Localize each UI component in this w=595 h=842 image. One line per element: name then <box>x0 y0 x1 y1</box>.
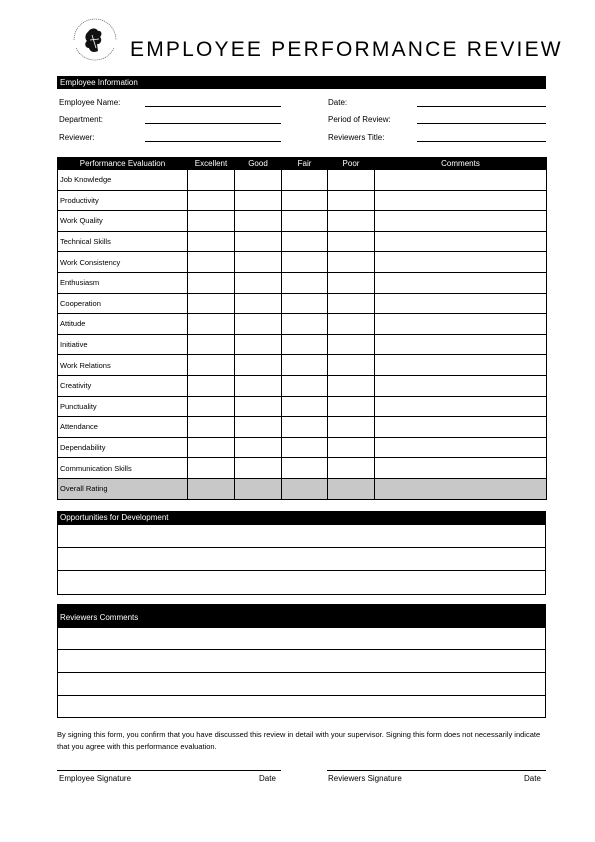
rating-cell-excellent[interactable] <box>188 478 235 499</box>
reviewer-field[interactable] <box>145 141 281 142</box>
criterion-label: Technical Skills <box>58 231 188 252</box>
criterion-label: Cooperation <box>58 293 188 314</box>
rating-cell-fair[interactable] <box>282 458 328 479</box>
rating-cell-poor[interactable] <box>328 478 375 499</box>
rating-cell-comments[interactable] <box>375 293 547 314</box>
column-header: Good <box>235 158 282 170</box>
table-row <box>58 458 547 479</box>
rating-cell-comments[interactable] <box>375 314 547 335</box>
rating-cell-comments[interactable] <box>375 458 547 479</box>
rating-cell-excellent[interactable] <box>188 231 235 252</box>
table-row <box>58 211 547 232</box>
employee-name-field[interactable] <box>145 106 281 107</box>
criterion-label: Job Knowledge <box>58 170 188 191</box>
criterion-label: Dependability <box>58 437 188 458</box>
date-field[interactable] <box>417 106 546 107</box>
reviewers-title-field[interactable] <box>417 141 546 142</box>
period-of-review-label: Period of Review: <box>328 115 391 124</box>
rating-cell-good[interactable] <box>235 170 282 191</box>
rating-cell-poor[interactable] <box>328 355 375 376</box>
rating-cell-good[interactable] <box>235 252 282 273</box>
table-row <box>58 190 547 211</box>
rating-cell-fair[interactable] <box>282 437 328 458</box>
rating-cell-good[interactable] <box>235 190 282 211</box>
rating-cell-fair[interactable] <box>282 211 328 232</box>
rating-cell-excellent[interactable] <box>188 417 235 438</box>
rating-cell-comments[interactable] <box>375 252 547 273</box>
rating-cell-fair[interactable] <box>282 478 328 499</box>
rating-cell-good[interactable] <box>235 355 282 376</box>
rating-cell-good[interactable] <box>235 478 282 499</box>
rating-cell-poor[interactable] <box>328 170 375 191</box>
rating-cell-excellent[interactable] <box>188 314 235 335</box>
column-header: Poor <box>328 158 375 170</box>
rating-cell-comments[interactable] <box>375 211 547 232</box>
employee-date-label: Date <box>259 774 276 783</box>
rating-cell-excellent[interactable] <box>188 355 235 376</box>
rating-cell-comments[interactable] <box>375 478 547 499</box>
rating-cell-fair[interactable] <box>282 355 328 376</box>
rating-cell-good[interactable] <box>235 334 282 355</box>
rating-cell-excellent[interactable] <box>188 437 235 458</box>
development-box[interactable] <box>57 524 546 595</box>
table-row <box>58 437 547 458</box>
rating-cell-good[interactable] <box>235 375 282 396</box>
rating-cell-fair[interactable] <box>282 375 328 396</box>
development-line <box>57 570 546 571</box>
criterion-label: Communication Skills <box>58 458 188 479</box>
rating-cell-fair[interactable] <box>282 396 328 417</box>
rating-cell-poor[interactable] <box>328 375 375 396</box>
reviewer-comments-line <box>57 672 546 673</box>
criterion-label: Productivity <box>58 190 188 211</box>
rating-cell-poor[interactable] <box>328 252 375 273</box>
rating-cell-poor[interactable] <box>328 334 375 355</box>
rating-cell-fair[interactable] <box>282 417 328 438</box>
rating-cell-fair[interactable] <box>282 170 328 191</box>
evaluation-header-row <box>58 158 547 170</box>
performance-evaluation-table <box>57 157 547 500</box>
reviewer-signature-label: Reviewers Signature <box>328 774 402 783</box>
rating-cell-excellent[interactable] <box>188 396 235 417</box>
rating-cell-good[interactable] <box>235 396 282 417</box>
rating-cell-poor[interactable] <box>328 190 375 211</box>
criterion-label: Punctuality <box>58 396 188 417</box>
rating-cell-fair[interactable] <box>282 334 328 355</box>
development-line <box>57 547 546 548</box>
rating-cell-excellent[interactable] <box>188 375 235 396</box>
department-field[interactable] <box>145 123 281 124</box>
rating-cell-comments[interactable] <box>375 231 547 252</box>
table-row <box>58 272 547 293</box>
reviewer-comments-line <box>57 649 546 650</box>
signature-disclaimer: By signing this form, you confirm that you have discussed this review in detail with your supervisor. Signing this form does not necessarily indicate that you agree with this performance evaluation. <box>57 730 541 751</box>
criterion-label: Initiative <box>58 334 188 355</box>
rating-cell-excellent[interactable] <box>188 458 235 479</box>
criterion-label: Attendance <box>58 417 188 438</box>
rating-cell-good[interactable] <box>235 417 282 438</box>
rating-cell-comments[interactable] <box>375 355 547 376</box>
table-row <box>58 375 547 396</box>
rating-cell-excellent[interactable] <box>188 272 235 293</box>
rating-cell-comments[interactable] <box>375 170 547 191</box>
rating-cell-comments[interactable] <box>375 396 547 417</box>
table-row <box>58 396 547 417</box>
table-row <box>58 252 547 273</box>
criterion-label: Work Quality <box>58 211 188 232</box>
rating-cell-poor[interactable] <box>328 293 375 314</box>
table-row <box>58 293 547 314</box>
rating-cell-good[interactable] <box>235 458 282 479</box>
rating-cell-excellent[interactable] <box>188 252 235 273</box>
rating-cell-poor[interactable] <box>328 396 375 417</box>
rating-cell-excellent[interactable] <box>188 334 235 355</box>
rating-cell-poor[interactable] <box>328 458 375 479</box>
rating-cell-poor[interactable] <box>328 417 375 438</box>
date-label: Date: <box>328 98 348 107</box>
rating-cell-excellent[interactable] <box>188 293 235 314</box>
table-row <box>58 417 547 438</box>
rating-cell-comments[interactable] <box>375 190 547 211</box>
employee-signature-label: Employee Signature <box>59 774 132 783</box>
employee-signature-line[interactable] <box>57 770 281 771</box>
development-header: Opportunities for Development <box>57 511 546 525</box>
criterion-label: Attitude <box>58 314 188 335</box>
column-header: Excellent <box>188 158 235 170</box>
rating-cell-comments[interactable] <box>375 272 547 293</box>
rating-cell-good[interactable] <box>235 437 282 458</box>
table-row <box>58 170 547 191</box>
employee-name-label: Employee Name: <box>59 98 121 107</box>
overall-rating-row <box>58 478 547 499</box>
rating-cell-good[interactable] <box>235 293 282 314</box>
rating-cell-good[interactable] <box>235 211 282 232</box>
criterion-label: Work Consistency <box>58 252 188 273</box>
rating-cell-comments[interactable] <box>375 437 547 458</box>
table-row <box>58 314 547 335</box>
rating-cell-comments[interactable] <box>375 334 547 355</box>
rating-cell-fair[interactable] <box>282 252 328 273</box>
rating-cell-good[interactable] <box>235 272 282 293</box>
column-header: Comments <box>375 158 547 170</box>
rating-cell-poor[interactable] <box>328 437 375 458</box>
rating-cell-comments[interactable] <box>375 417 547 438</box>
criterion-label: Enthusiasm <box>58 272 188 293</box>
criterion-label: Work Relations <box>58 355 188 376</box>
period-of-review-field[interactable] <box>417 123 546 124</box>
table-row <box>58 334 547 355</box>
criterion-label: Creativity <box>58 375 188 396</box>
column-header: Performance Evaluation <box>58 158 188 170</box>
rating-cell-excellent[interactable] <box>188 211 235 232</box>
employee-info-header: Employee Information <box>57 76 546 89</box>
table-row <box>58 231 547 252</box>
rating-cell-fair[interactable] <box>282 272 328 293</box>
rating-cell-fair[interactable] <box>282 293 328 314</box>
reviewers-title-label: Reviewers Title: <box>328 133 385 142</box>
rating-cell-fair[interactable] <box>282 190 328 211</box>
criterion-label: Overall Rating <box>58 478 188 499</box>
rating-cell-comments[interactable] <box>375 375 547 396</box>
reviewer-comments-line <box>57 695 546 696</box>
rating-cell-poor[interactable] <box>328 272 375 293</box>
rating-cell-excellent[interactable] <box>188 170 235 191</box>
rating-cell-poor[interactable] <box>328 211 375 232</box>
reviewer-signature-line[interactable] <box>327 770 546 771</box>
rating-cell-good[interactable] <box>235 314 282 335</box>
rating-cell-excellent[interactable] <box>188 190 235 211</box>
table-row <box>58 355 547 376</box>
rating-cell-poor[interactable] <box>328 231 375 252</box>
column-header: Fair <box>282 158 328 170</box>
rating-cell-good[interactable] <box>235 231 282 252</box>
department-label: Department: <box>59 115 104 124</box>
rating-cell-poor[interactable] <box>328 314 375 335</box>
reviewer-comments-header: Reviewers Comments <box>57 604 546 628</box>
page-title: EMPLOYEE PERFORMANCE REVIEW <box>130 38 563 61</box>
rating-cell-fair[interactable] <box>282 314 328 335</box>
reviewer-date-label: Date <box>524 774 541 783</box>
reviewer-label: Reviewer: <box>59 133 95 142</box>
rating-cell-fair[interactable] <box>282 231 328 252</box>
seal-logo-icon <box>70 18 120 64</box>
